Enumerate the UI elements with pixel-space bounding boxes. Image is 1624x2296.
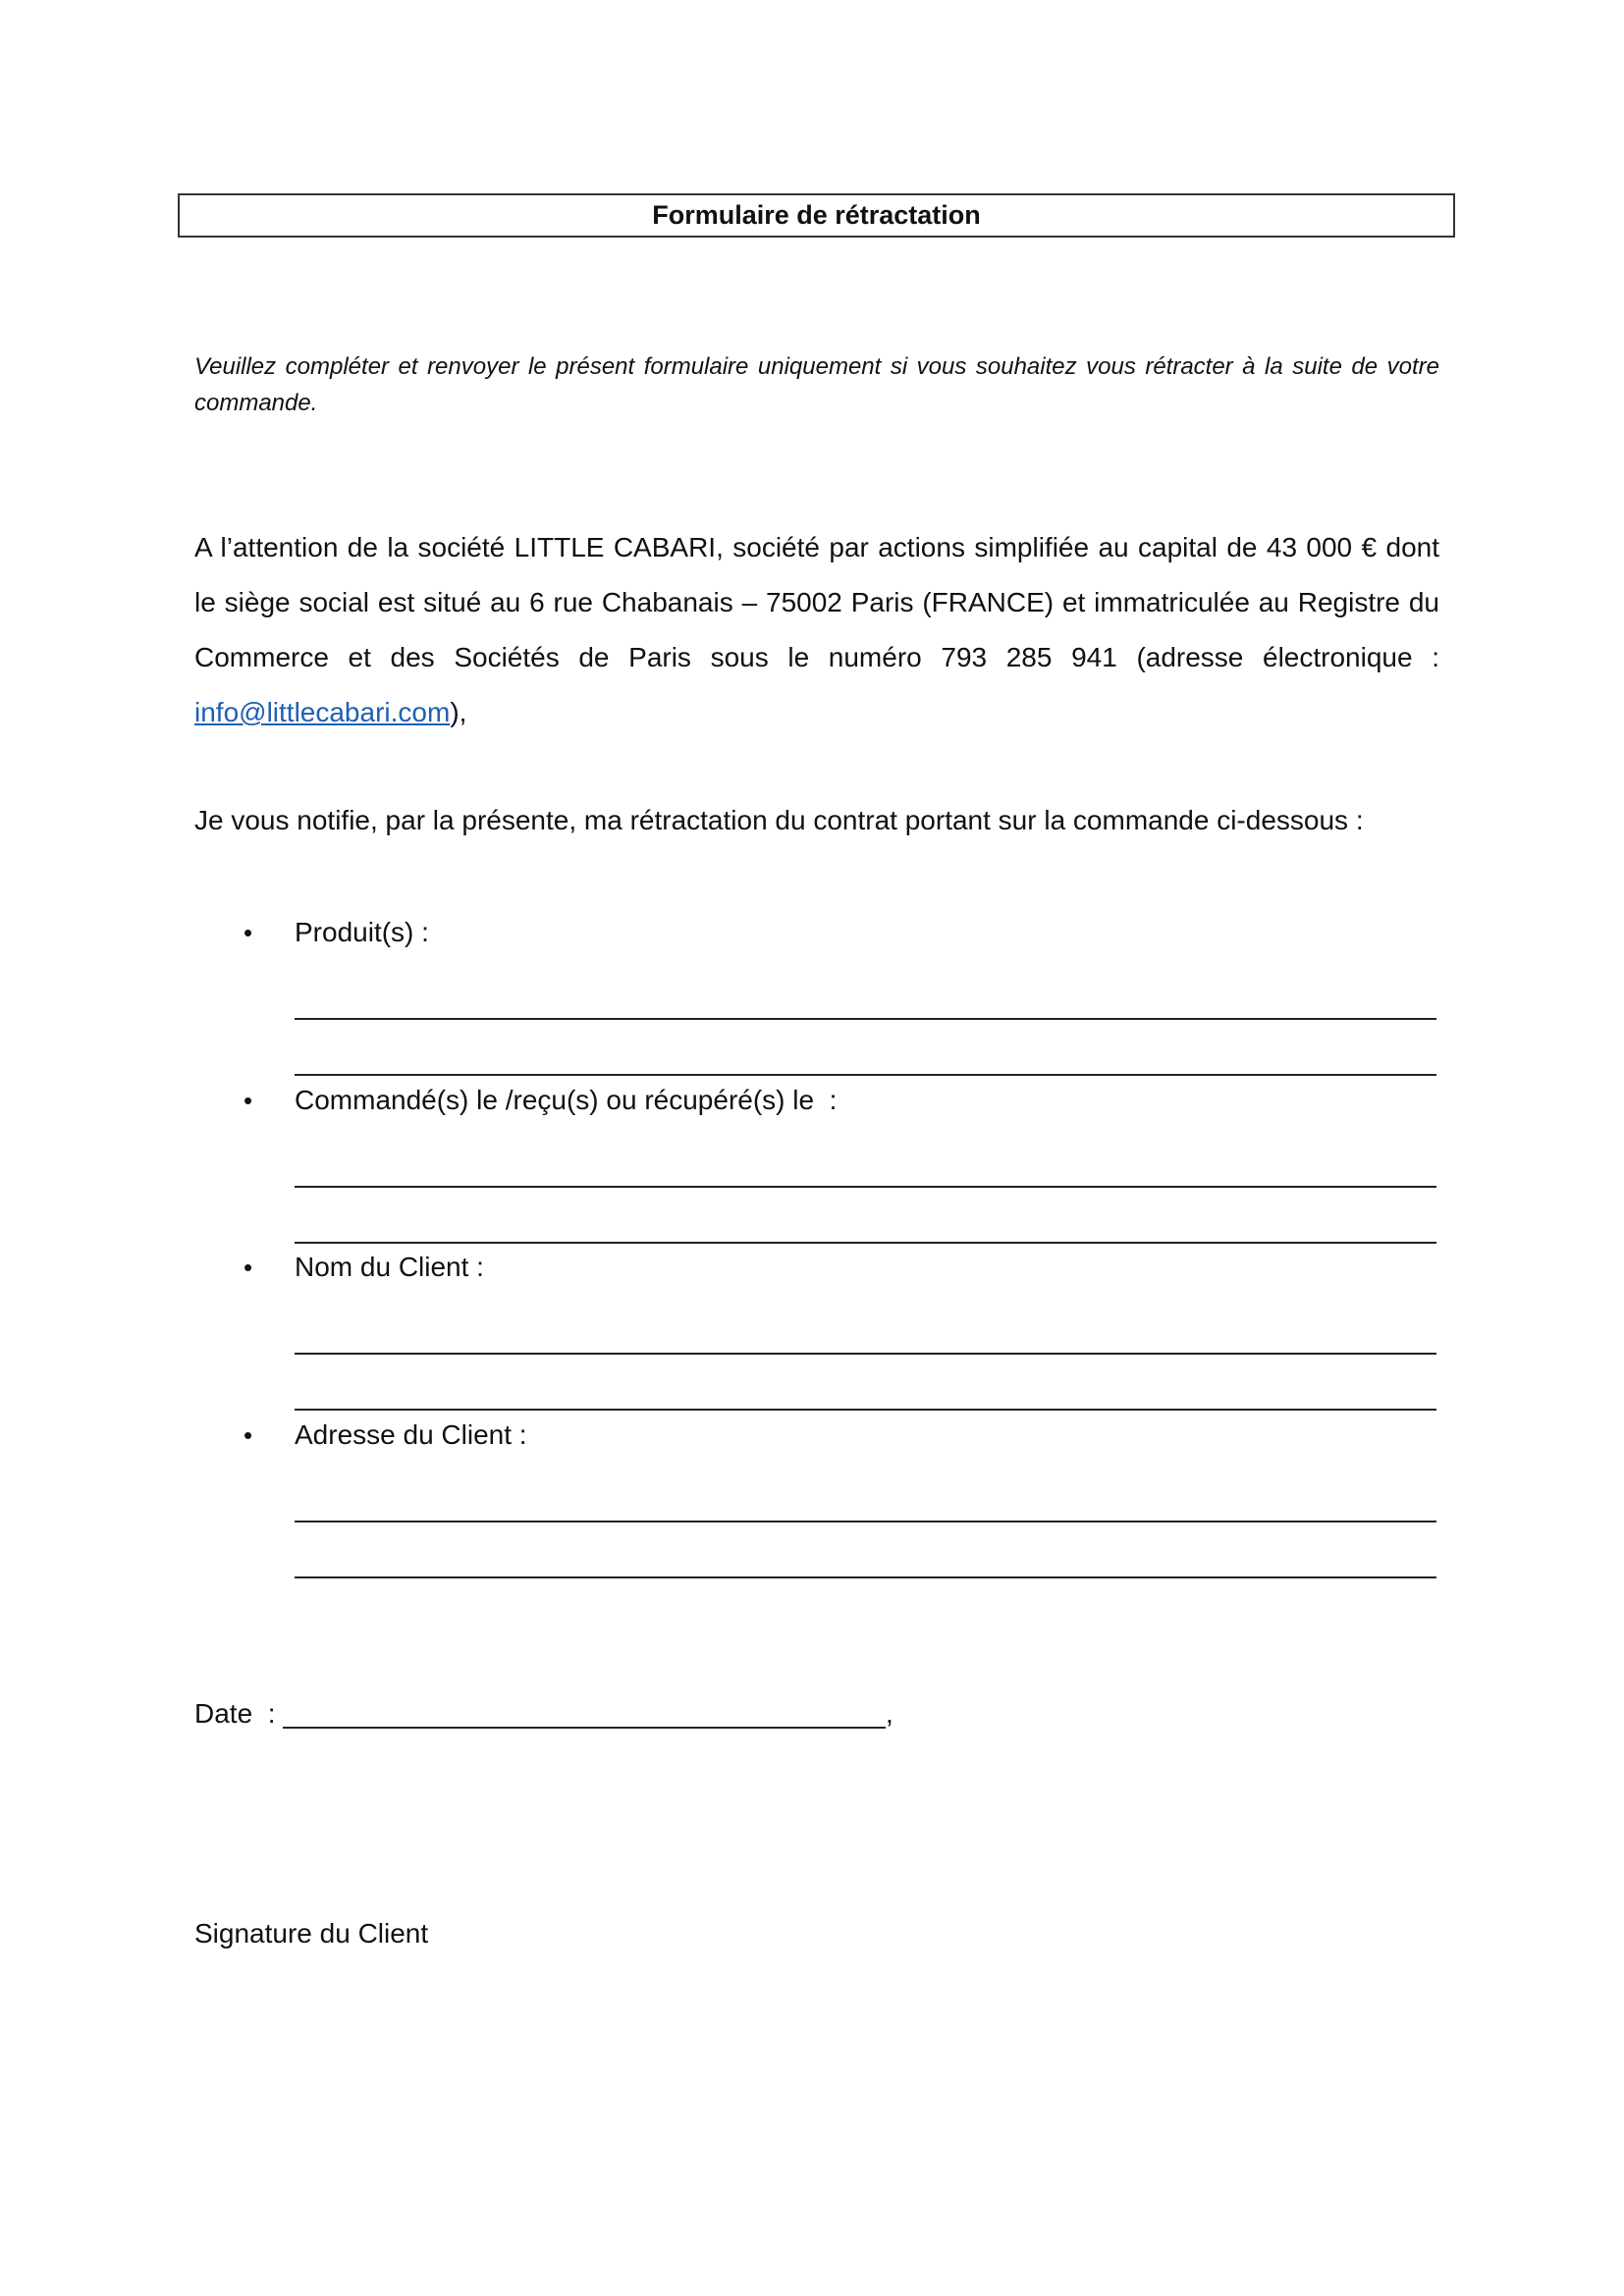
intro-instructions: Veuillez compléter et renvoyer le présent formulaire uniquement si vous souhaitez vous rétracter à la suite de votre commande. xyxy=(194,353,1439,416)
blank-line[interactable] xyxy=(295,1186,1436,1188)
blank-line[interactable] xyxy=(295,1074,1436,1076)
form-title: Formulaire de rétractation xyxy=(652,200,981,230)
blank-line[interactable] xyxy=(295,1521,1436,1522)
bullet-icon: • xyxy=(244,918,253,947)
company-address-paragraph xyxy=(194,520,1439,740)
title-box xyxy=(178,193,1455,238)
blank-line[interactable] xyxy=(295,1576,1436,1578)
date-trailing-comma: , xyxy=(886,1698,893,1729)
field-label-client-address: Adresse du Client : xyxy=(295,1419,527,1450)
field-label-client-name: Nom du Client : xyxy=(295,1252,484,1282)
blank-line[interactable] xyxy=(295,1242,1436,1244)
signature-label: Signature du Client xyxy=(194,1918,429,1949)
date-blank-line[interactable] xyxy=(283,1727,886,1729)
field-label-order-date: Commandé(s) le /reçu(s) ou récupéré(s) le : xyxy=(295,1085,838,1115)
address-text: A l’attention de la société LITTLE CABARI, société par actions simplifiée au capital de 43 000 € dont le siège social est situé au 6 rue Chabanais – 75002 Paris (FRANCE) et immatriculée au Registre du Commerce et des Sociétés de Paris sous le numéro 793 285 941 (adresse électronique : xyxy=(194,532,1439,672)
field-client-address xyxy=(194,1415,1439,1602)
bullet-icon: • xyxy=(244,1086,253,1115)
blank-line[interactable] xyxy=(295,1353,1436,1355)
field-order-date xyxy=(194,1081,1439,1267)
company-email-link[interactable]: info@littlecabari.com xyxy=(194,697,451,727)
field-label-products: Produit(s) : xyxy=(295,917,429,947)
bullet-icon: • xyxy=(244,1420,253,1450)
blank-line[interactable] xyxy=(295,1018,1436,1020)
field-client-name xyxy=(194,1248,1439,1434)
field-products xyxy=(194,913,1439,1099)
date-label: Date : xyxy=(194,1698,276,1729)
notification-statement: Je vous notifie, par la présente, ma rétractation du contrat portant sur la commande ci-dessous : xyxy=(194,805,1364,835)
address-closing: ), xyxy=(450,697,467,727)
bullet-icon: • xyxy=(244,1253,253,1282)
blank-line[interactable] xyxy=(295,1409,1436,1411)
